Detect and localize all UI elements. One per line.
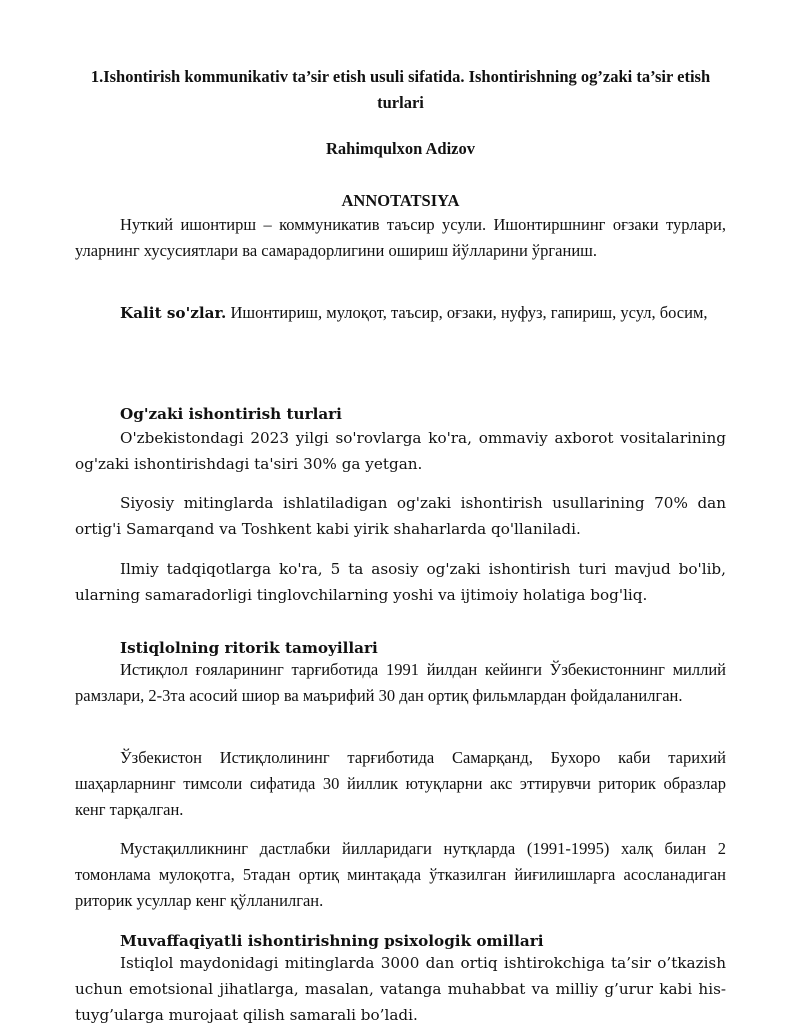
keywords-label: Kalit so'zlar. xyxy=(120,304,227,322)
section-paragraph: Ilmiy tadqiqotlarga ko'ra, 5 ta asosiy og'zaki ishontirish turi mavjud bo'lib, ularning samaradorligi tinglovchilarning yoshi va ijtimoiy holatiga bog'liq. xyxy=(75,560,726,604)
section-paragraph: Истиқлол ғояларининг тарғиботида 1991 йилдан кейинги Ўзбекистоннинг миллий рамзлари, 2-3та асосий шиор ва маърифий 30 дан ортиқ фильмлардан фойдаланилган. xyxy=(75,660,726,705)
section-paragraph: Siyosiy mitinglarda ishlatiladigan og'zaki ishontirish usullarining 70% dan ortig'i Samarqand va Toshkent kabi yirik shaharlarda qo'llaniladi. xyxy=(75,494,726,538)
abstract-text: Нуткий ишонтирш – коммуникатив таъсир усули. Ишонтиршнинг оғзаки турлари, уларнинг хусусиятлари ва самарадорлигини ошириш йўлларини ўрганиш. xyxy=(75,215,726,260)
section-heading: Istiqlolning ritorik tamoyillari xyxy=(120,639,378,657)
author-name: Rahimqulxon Adizov xyxy=(326,139,475,158)
abstract-heading: ANNOTATSIYA xyxy=(341,191,460,210)
section-heading: Og'zaki ishontirish turlari xyxy=(120,405,342,423)
section-paragraph: O'zbekistondagi 2023 yilgi so'rovlarga ko'ra, ommaviy axborot vositalarining og'zaki ishontirishdagi ta'siri 30% ga yetgan. xyxy=(75,429,726,473)
section-paragraph: Мустақилликнинг дастлабки йилларидаги нутқларда (1991-1995) халқ билан 2 томонлама мулоқотга, 5тадан ортиқ минтақада ўтказилган йиғилишларга асосланадиган риторик усуллар кенг қўлланилган. xyxy=(75,839,726,910)
section-paragraph: Istiqlol maydonidagi mitinglarda 3000 dan ortiq ishtirokchiga ta’sir o’tkazish uchun emotsional jihatlarga, masalan, vatanga muhabbat va milliy g’urur kabi his-tuyg’ularga murojaat qilish samarali bo’ladi. xyxy=(75,954,726,1024)
keywords-paragraph xyxy=(75,300,726,326)
section-heading: Muvaffaqiyatli ishontirishning psixologik omillari xyxy=(120,932,544,950)
section-paragraph: Ўзбекистон Истиқлолининг тарғиботида Самарқанд, Бухоро каби тарихий шаҳарларнинг тимсоли сифатида 30 йиллик ютуқларни акс эттирувчи риторик образлар кенг тарқалган. xyxy=(75,748,726,819)
keywords-text: Ишонтириш, мулоқот, таъсир, оғзаки, нуфуз, гапириш, усул, босим, xyxy=(226,303,708,322)
document-title: 1.Ishontirish kommunikativ ta’sir etish usuli sifatida. Ishontirishning og’zaki ta’sir etish turlari xyxy=(90,67,711,112)
